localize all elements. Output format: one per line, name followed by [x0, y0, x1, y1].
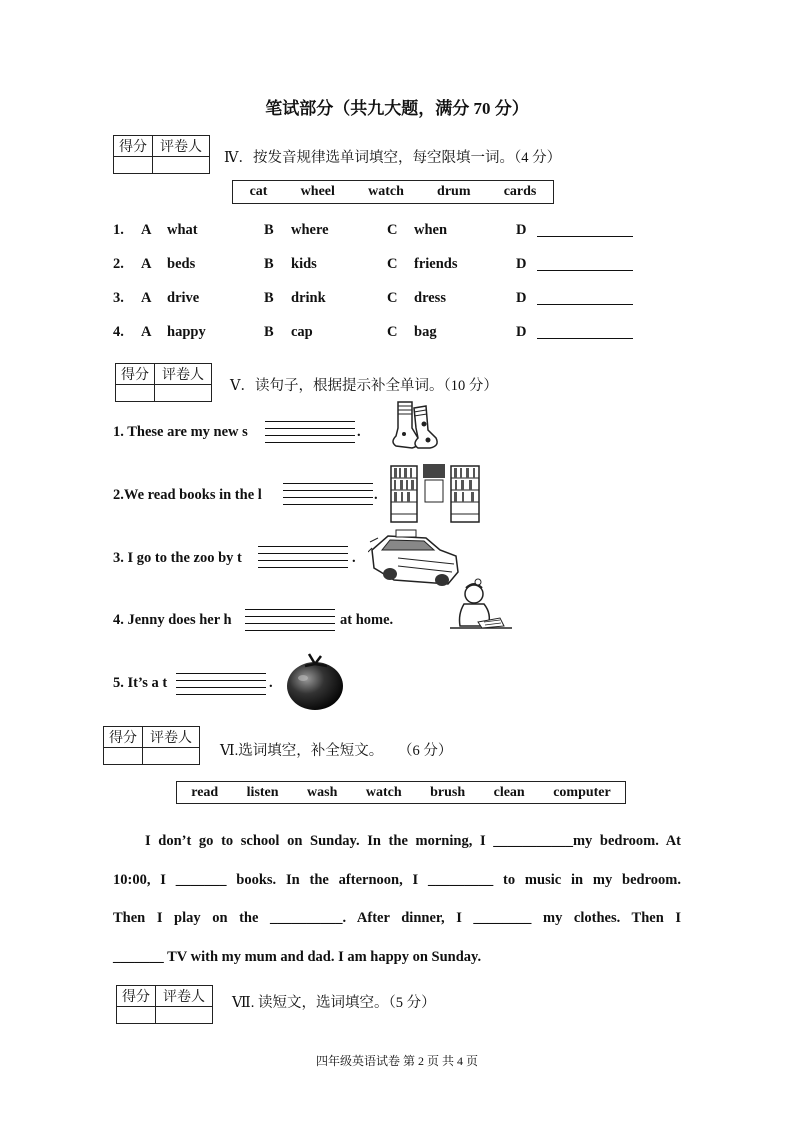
- section-6-heading: [220, 739, 452, 760]
- word-option: listen: [246, 784, 279, 800]
- section-4-heading: [224, 146, 561, 167]
- passage-line-1: I don’t go to school on Sunday. In the morning, I ___________my bedroom. At: [145, 833, 681, 849]
- grader-cell[interactable]: [155, 385, 212, 402]
- question-row: [0, 290, 794, 310]
- option-b-word: kids: [291, 256, 317, 272]
- option-a-word: what: [167, 222, 198, 238]
- sentence-5-end: .: [269, 675, 273, 691]
- taxi-picture: [368, 528, 460, 590]
- tomato-picture: [285, 648, 345, 712]
- passage-line-4: _______ TV with my mum and dad. I am happy on Sunday.: [113, 949, 482, 965]
- option-a-word: happy: [167, 324, 206, 340]
- option-label-a: A: [141, 290, 152, 306]
- option-label-a: A: [141, 222, 152, 238]
- sentence-3-start: 3. I go to the zoo by t: [113, 550, 242, 566]
- option-b-word: cap: [291, 324, 313, 340]
- question-number: 4.: [113, 324, 124, 340]
- option-label-c: C: [387, 222, 398, 238]
- option-label-c: C: [387, 256, 398, 272]
- score-box-section-7: [116, 985, 213, 1024]
- option-b-word: where: [291, 222, 329, 238]
- question-number: 2.: [113, 256, 124, 272]
- word-option: watch: [365, 784, 402, 800]
- option-a-word: drive: [167, 290, 200, 306]
- sentence-2-end: .: [374, 487, 378, 503]
- option-label-d: D: [516, 222, 527, 238]
- word-option: read: [191, 784, 219, 800]
- option-label-c: C: [387, 290, 398, 306]
- score-box-section-4: [113, 135, 210, 174]
- library-picture: [389, 462, 481, 524]
- socks-picture: [384, 398, 446, 454]
- grader-label: 评卷人: [155, 364, 212, 385]
- sentence-3-end: .: [352, 550, 356, 566]
- section-4-word-box: [232, 180, 554, 204]
- page-title: 笔试部分（共九大题，满分 70 分）: [265, 99, 529, 118]
- four-line-blank[interactable]: [265, 421, 355, 445]
- word-option: cat: [249, 184, 268, 199]
- section-5-points: （10 分）: [443, 378, 498, 394]
- section-7-heading: [232, 991, 436, 1012]
- answer-blank[interactable]: [537, 236, 633, 237]
- option-label-d: D: [516, 290, 527, 306]
- word-option: brush: [430, 784, 466, 800]
- score-label: 得分: [104, 727, 143, 748]
- option-label-c: C: [387, 324, 398, 340]
- score-cell[interactable]: [114, 157, 153, 174]
- section-5-heading-text: Ⅴ．读句子，根据提示补全单词。: [230, 378, 444, 394]
- word-option: wash: [307, 784, 338, 800]
- section-5-heading: [230, 374, 498, 395]
- answer-blank[interactable]: [537, 338, 633, 339]
- score-label: 得分: [114, 136, 153, 157]
- option-c-word: dress: [414, 290, 446, 306]
- option-label-b: B: [264, 290, 274, 306]
- option-label-b: B: [264, 222, 274, 238]
- section-6-heading-text: Ⅵ.选词填空，补全短文。: [220, 743, 384, 759]
- score-label: 得分: [117, 986, 156, 1007]
- sentence-1-end: .: [357, 424, 361, 440]
- option-label-a: A: [141, 256, 152, 272]
- word-option: watch: [368, 184, 404, 199]
- option-label-a: A: [141, 324, 152, 340]
- grader-label: 评卷人: [153, 136, 210, 157]
- question-number: 1.: [113, 222, 124, 238]
- section-7-heading-text: Ⅶ. 读短文，选词填空。: [232, 995, 389, 1011]
- sentence-4-end: at home.: [340, 612, 394, 628]
- question-number: 3.: [113, 290, 124, 306]
- grader-cell[interactable]: [153, 157, 210, 174]
- four-line-blank[interactable]: [258, 546, 348, 570]
- sentence-5-start: 5. It’s a t: [113, 675, 168, 691]
- word-option: cards: [503, 184, 537, 199]
- four-line-blank[interactable]: [283, 483, 373, 507]
- grader-label: 评卷人: [143, 727, 200, 748]
- page-footer: 四年级英语试卷 第 2 页 共 4 页: [315, 1054, 478, 1068]
- grader-label: 评卷人: [156, 986, 213, 1007]
- option-label-d: D: [516, 256, 527, 272]
- sentence-1-start: 1. These are my new s: [113, 424, 248, 440]
- option-label-b: B: [264, 256, 274, 272]
- section-6-word-box: [176, 781, 626, 804]
- answer-blank[interactable]: [537, 270, 633, 271]
- grader-cell[interactable]: [143, 748, 200, 765]
- passage-line-3: Then I play on the __________. After dinner, I ________ my clothes. Then I: [113, 910, 681, 926]
- word-option: computer: [553, 784, 611, 800]
- four-line-blank[interactable]: [245, 609, 335, 633]
- grader-cell[interactable]: [156, 1007, 213, 1024]
- answer-blank[interactable]: [537, 304, 633, 305]
- option-c-word: friends: [414, 256, 458, 272]
- option-b-word: drink: [291, 290, 326, 306]
- section-4-heading-text: Ⅳ．按发音规律选单词填空，每空限填一词。: [224, 150, 514, 166]
- score-cell[interactable]: [117, 1007, 156, 1024]
- section-6-points: （6 分）: [405, 743, 453, 759]
- score-box-section-5: [115, 363, 212, 402]
- passage-line-2: 10:00, I _______ books. In the afternoon, I _________ to music in my bedroom.: [113, 872, 681, 888]
- option-a-word: beds: [167, 256, 196, 272]
- option-c-word: when: [414, 222, 448, 238]
- four-line-blank[interactable]: [176, 673, 266, 697]
- word-option: wheel: [300, 184, 335, 199]
- sentence-4-start: 4. Jenny does her h: [113, 612, 232, 628]
- option-c-word: bag: [414, 324, 437, 340]
- sentence-2-start: 2.We read books in the l: [113, 487, 262, 503]
- score-cell[interactable]: [104, 748, 143, 765]
- option-label-d: D: [516, 324, 527, 340]
- question-row: [0, 324, 794, 344]
- homework-picture: [448, 578, 514, 638]
- word-option: clean: [493, 784, 525, 800]
- section-7-points: （5 分）: [388, 995, 436, 1011]
- option-label-b: B: [264, 324, 274, 340]
- word-option: drum: [437, 184, 471, 199]
- score-box-section-6: [103, 726, 200, 765]
- section-4-points: （4 分）: [513, 150, 562, 166]
- question-row: [0, 256, 794, 276]
- score-cell[interactable]: [116, 385, 155, 402]
- score-label: 得分: [116, 364, 155, 385]
- question-row: [0, 222, 794, 242]
